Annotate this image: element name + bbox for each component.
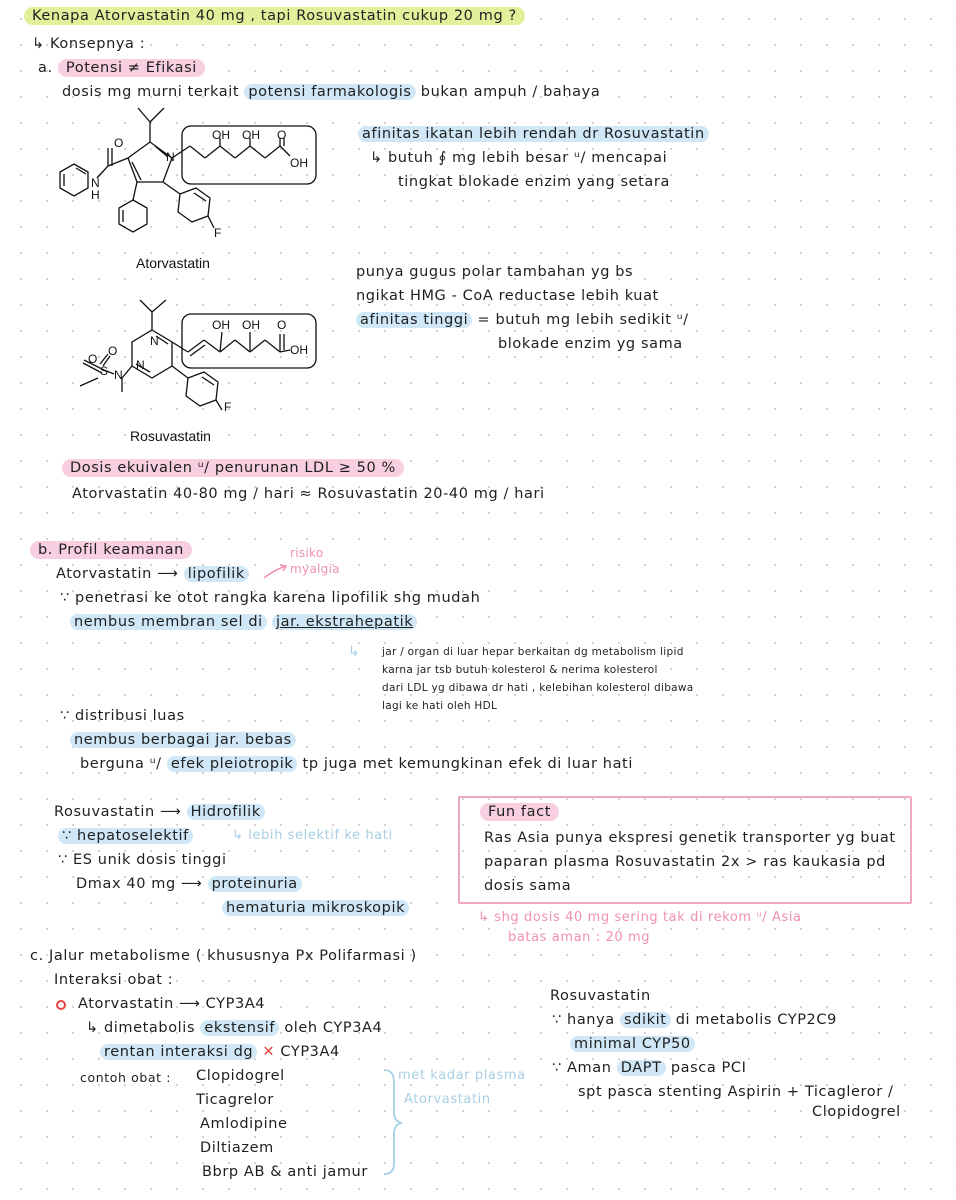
fun-fact-title: Fun fact: [480, 804, 559, 821]
interaction-risk-line: rentan interaksi dg ✕ CYP3A4: [100, 1044, 340, 1061]
risk-note: myalgia: [290, 562, 340, 576]
atom-label: N: [150, 334, 159, 348]
atom-label: OH: [290, 156, 308, 170]
atorvastatin-lipophilic: Atorvastatin ⟶ lipofilik: [56, 566, 249, 583]
dmax-line: Dmax 40 mg ⟶ proteinuria: [76, 876, 302, 893]
atom-label: OH: [212, 318, 230, 332]
rosuvastatin-metabolism-line: ∵ hanya sdikit di metabolis CYP2C9: [552, 1012, 837, 1028]
hematuria-line: hematuria mikroskopik: [222, 900, 409, 917]
rosuvastatin-dapt-line: ∵ Aman DAPT pasca PCI: [552, 1060, 747, 1076]
drug-interaction-label: Interaksi obat :: [54, 972, 174, 988]
atom-label: O: [277, 318, 287, 332]
hepatoselective-note: ↳ lebih selektif ke hati: [232, 828, 393, 843]
rosuvastatin-dapt-line: Clopidogrel: [812, 1104, 901, 1120]
drug-item: Diltiazem: [200, 1140, 274, 1156]
page-title: Kenapa Atorvastatin 40 mg , tapi Rosuvastatin cukup 20 mg ?: [24, 8, 525, 25]
atom-label: N: [91, 176, 100, 190]
atom-label: OH: [212, 128, 230, 142]
atom-label: O: [114, 136, 124, 150]
rosuvastatin-note-4: blokade enzim yg sama: [498, 336, 683, 352]
drug-item: Ticagrelor: [196, 1092, 274, 1108]
atom-label: N: [136, 358, 145, 372]
atom-label: S: [100, 364, 109, 378]
rosuvastatin-hydrophilic: Rosuvastatin ⟶ Hidrofilik: [54, 804, 265, 821]
atom-label: O: [88, 352, 98, 366]
atom-label: N: [114, 368, 123, 382]
distribution-line: ∵ distribusi luas: [60, 708, 185, 724]
risk-note: risiko: [290, 546, 324, 560]
section-a-description: dosis mg murni terkait potensi farmakologis bukan ampuh / bahaya: [62, 84, 601, 100]
note-arrow: ↳: [348, 644, 361, 660]
atom-label: H: [91, 188, 100, 202]
rosuvastatin-label: Rosuvastatin: [130, 428, 211, 444]
dose-equivalent-line: Atorvastatin 40-80 mg / hari ≈ Rosuvastatin 20-40 mg / hari: [72, 486, 545, 502]
extrahepatic-note: jar / organ di luar hepar berkaitan dg metabolism lipid: [382, 646, 684, 658]
atorvastatin-cyp3a4: Atorvastatin ⟶ CYP3A4: [78, 996, 266, 1012]
extrahepatic-note: dari LDL yg dibawa dr hati , kelebihan kolesterol dibawa: [382, 682, 694, 694]
drug-item: Clopidogrel: [196, 1068, 285, 1084]
atom-label: F: [224, 400, 232, 414]
brace-icon: [380, 1068, 410, 1178]
atom-label: O: [108, 344, 118, 358]
atom-label: N: [166, 150, 175, 164]
unique-side-effect-line: ∵ ES unik dosis tinggi: [58, 852, 227, 868]
fun-fact-line: paparan plasma Rosuvastatin 2x > ras kaukasia pd: [484, 854, 886, 870]
rosuvastatin-metabolism-title: Rosuvastatin: [550, 988, 651, 1004]
dose-equivalent-heading: Dosis ekuivalen ᵘ/ penurunan LDL ≥ 50 %: [62, 460, 404, 477]
rosuvastatin-metabolism-line: minimal CYP50: [570, 1036, 695, 1053]
distribution-line-3: berguna ᵘ/ efek pleiotropik tp juga met kemungkinan efek di luar hati: [80, 756, 633, 772]
atorvastatin-label: Atorvastatin: [136, 255, 210, 271]
rosuvastatin-note-2: ngikat HMG - CoA reductase lebih kuat: [356, 288, 659, 304]
atom-label: O: [277, 128, 287, 142]
fun-fact-note: batas aman : 20 mg: [508, 930, 651, 945]
cross-icon: ✕: [262, 1044, 276, 1060]
distribution-line-2: nembus berbagai jar. bebas: [70, 732, 296, 749]
atom-label: F: [214, 226, 222, 240]
atorvastatin-note-1: afinitas ikatan lebih rendah dr Rosuvastatin: [358, 126, 709, 143]
extrahepatic-note: karna jar tsb butuh kolesterol & nerima kolesterol: [382, 664, 658, 676]
atom-label: OH: [242, 318, 260, 332]
rosuvastatin-note-3: afinitas tinggi = butuh mg lebih sedikit ᵘ/: [356, 312, 689, 329]
drug-item: Amlodipine: [200, 1116, 288, 1132]
example-drugs-label: contoh obat :: [80, 1070, 172, 1085]
fun-fact-line: dosis sama: [484, 878, 572, 894]
atorvastatin-note-2: ↳ butuh ∮ mg lebih besar ᵘ/ mencapai: [370, 150, 668, 166]
brace-note: Atorvastatin: [404, 1092, 491, 1107]
drug-item: Bbrp AB & anti jamur: [202, 1164, 368, 1180]
atom-label: OH: [290, 343, 308, 357]
section-b-heading: b. Profil keamanan: [30, 542, 192, 559]
section-c-heading: c. Jalur metabolisme ( khususnya Px Polifarmasi ): [30, 948, 417, 964]
bullet-icon: [56, 1000, 66, 1010]
brace-note: met kadar plasma: [398, 1068, 526, 1083]
penetration-line: ∵ penetrasi ke otot rangka karena lipofilik shg mudah: [60, 590, 481, 606]
rosuvastatin-dapt-line: spt pasca stenting Aspirin + Ticagleror /: [578, 1084, 894, 1100]
arrow-icon: [262, 562, 292, 582]
section-a-heading: a. Potensi ≠ Efikasi: [38, 60, 205, 77]
penetration-line-2: nembus membran sel di jar. ekstrahepatik: [70, 614, 417, 631]
hepatoselective-line: ∵ hepatoselektif: [58, 828, 193, 845]
fun-fact-note: ↳ shg dosis 40 mg sering tak di rekom ᵘ/ Asia: [478, 910, 802, 925]
concept-label: ↳ Konsepnya :: [32, 36, 146, 52]
atom-label: OH: [242, 128, 260, 142]
rosuvastatin-note-1: punya gugus polar tambahan yg bs: [356, 264, 634, 280]
fun-fact-line: Ras Asia punya ekspresi genetik transporter yg buat: [484, 830, 896, 846]
metabolized-line: ↳ dimetabolis ekstensif oleh CYP3A4: [86, 1020, 383, 1036]
extrahepatic-note: lagi ke hati oleh HDL: [382, 700, 498, 712]
atorvastatin-note-3: tingkat blokade enzim yang setara: [398, 174, 670, 190]
